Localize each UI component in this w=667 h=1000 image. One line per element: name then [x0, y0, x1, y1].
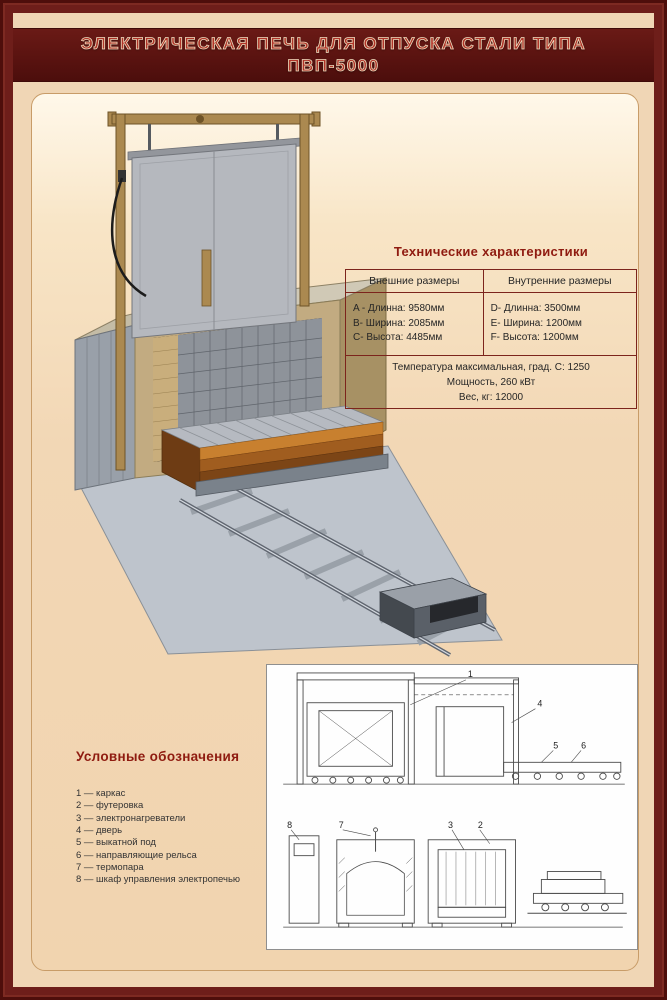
legend-heading: Условные обозначения: [76, 749, 240, 764]
legend-item-rails: 6 — направляющие рельса: [76, 849, 197, 861]
drawing-front-elevation: [297, 673, 513, 784]
drawing-bogie-side: [527, 872, 626, 914]
poster-title-line1: ЭЛЕКТРИЧЕСКАЯ ПЕЧЬ ДЛЯ ОТПУСКА СТАЛИ ТИПА: [80, 33, 587, 53]
spec-external-height: C- Высота: 4485мм: [353, 332, 443, 344]
drawing-side-elevation: [414, 678, 621, 784]
specs-section: [345, 244, 637, 409]
technical-drawings: [267, 665, 637, 949]
spec-weight: Вес, кг: 12000: [458, 391, 524, 403]
drawing-control-cabinet: [289, 836, 319, 923]
drawing-callout-4: 4: [537, 698, 543, 709]
legend-item-heaters: 3 — электронагреватели: [76, 812, 186, 824]
drawing-callout-3: 3: [448, 819, 453, 830]
specs-col-internal: Внутренние размеры: [483, 270, 636, 293]
header-band: [13, 28, 654, 82]
specs-summary-row: [346, 356, 637, 409]
drawing-callout-1: 1: [467, 668, 473, 679]
content-panel: [31, 93, 639, 971]
spec-external-width: B- Ширина: 2085мм: [353, 317, 445, 329]
drawing-section-heaters: [428, 840, 515, 927]
legend-item-lining: 2 — футеровка: [76, 800, 144, 812]
specs-table: [345, 269, 637, 409]
specs-col-external: Внешние размеры: [346, 270, 484, 293]
poster-title-line2: ПВП-5000: [287, 56, 380, 75]
legend-item-frame: 1 — каркас: [76, 788, 126, 799]
drawing-section-arch: [337, 828, 414, 927]
legend-item-door: 4 — дверь: [76, 825, 123, 837]
legend-item-hearth: 5 — выкатной под: [76, 837, 156, 849]
specs-internal-values: [483, 293, 636, 356]
door-handle: [202, 250, 211, 306]
spec-max-temperature: Температура максимальная, град. C: 1250: [392, 361, 590, 373]
specs-summary: [346, 356, 637, 409]
drawing-callout-6: 6: [581, 740, 587, 751]
spec-external-length: A - Длинна: 9580мм: [353, 303, 445, 315]
drawing-callout-2: 2: [477, 819, 483, 830]
spec-power: Мощность, 260 кВт: [446, 376, 536, 388]
drawing-callout-5: 5: [553, 740, 559, 751]
specs-heading: Технические характеристики: [393, 244, 589, 259]
spec-internal-width: E- Ширина: 1200мм: [490, 317, 582, 329]
specs-header-row: [346, 270, 637, 293]
specs-dimensions-row: [346, 293, 637, 356]
drawings-panel: [266, 664, 638, 950]
drawing-callout-8: 8: [287, 819, 293, 830]
drawing-callout-7: 7: [338, 819, 344, 830]
legend-item-control-cabinet: 8 — шкаф управления электропечью: [76, 874, 241, 886]
specs-external-values: [346, 293, 484, 356]
furnace-door: [128, 138, 300, 338]
spec-internal-length: D- Длинна: 3500мм: [490, 303, 581, 315]
spec-internal-height: F- Высота: 1200мм: [490, 332, 579, 344]
legend-item-thermocouple: 7 — термопара: [76, 862, 144, 874]
poster-background: [13, 13, 654, 987]
